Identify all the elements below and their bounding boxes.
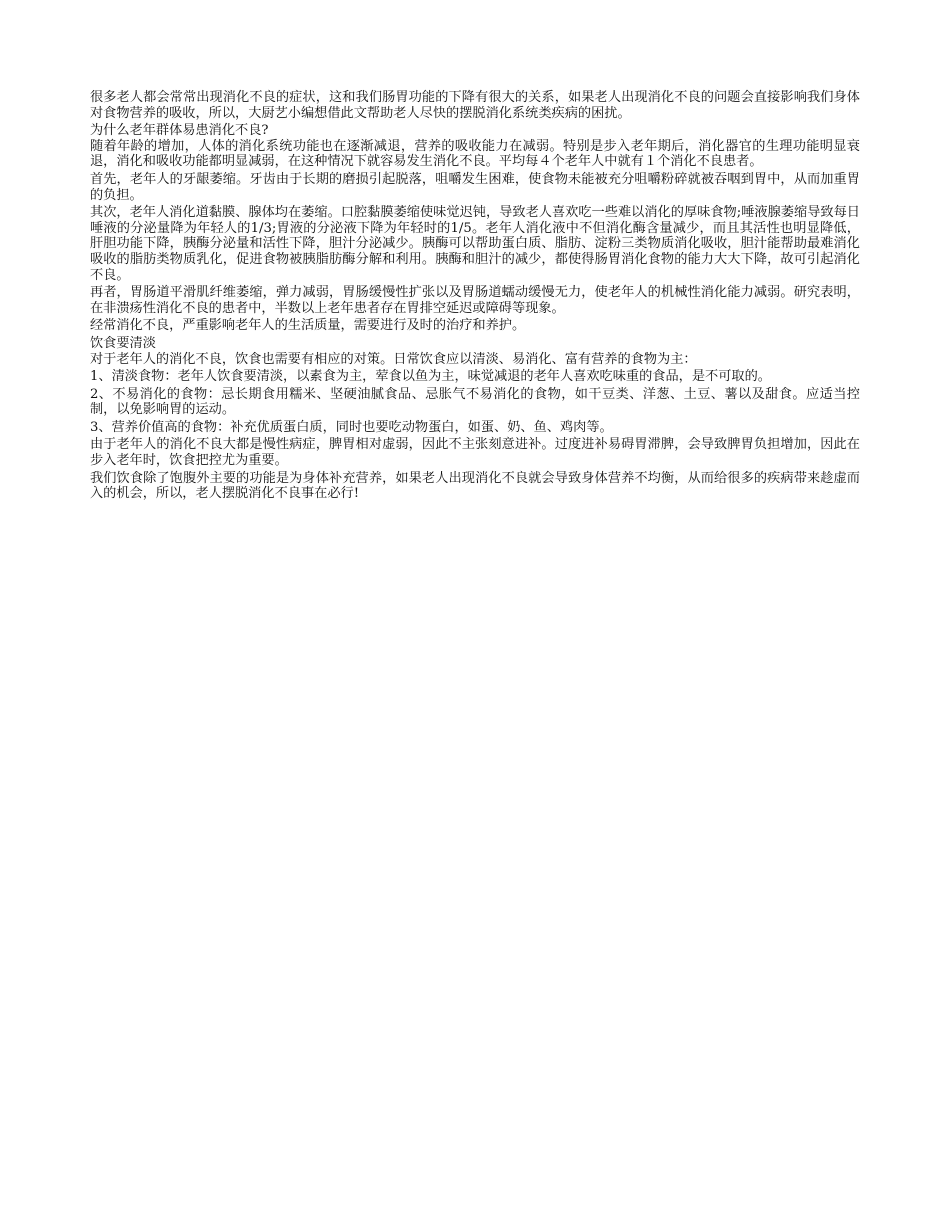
list-item-nutritious-food: 3、营养价值高的食物：补充优质蛋白质，同时也要吃动物蛋白，如蛋、奶、鱼、鸡肉等。 (90, 419, 613, 435)
conclusion-paragraph: 我们饮食除了饱腹外主要的功能是为身体补充营养，如果老人出现消化不良就会导致身体营养不均衡，从而给很多的疾病带来趁虚而入的机会，所以，老人摆脱消化不良事在必行! (90, 470, 860, 502)
list-item-light-food: 1、清淡食物：老年人饮食要清淡，以素食为主，荤食以鱼为主，味觉减退的老年人喜欢吃味重的食品，是不可取的。 (90, 369, 771, 385)
paragraph-mucosa: 其次，老年人消化道黏膜、腺体均在萎缩。口腔黏膜萎缩使味觉迟钝，导致老人喜欢吃一些难以消化的厚味食物;唾液腺萎缩导致每日唾液的分泌量降为年轻人的1/3;胃液的分泌液下降为年轻时的1/5。老年人消化液中不但消化酶含量减少，而且其活性也明显降低，肝胆功能下降，胰酶分泌量和活性下降，胆汁分泌减少。胰酶可以帮助蛋白质、脂肪、淀粉三类物质消化吸收，胆汁能帮助最难消化吸收的脂肪类物质乳化，促进食物被胰脂肪酶分解和利用。胰酶和胆汁的减少，都使得肠胃消化食物的能力大大下降，故可引起消化不良。 (90, 205, 860, 283)
list-item-hard-food: 2、不易消化的食物：忌长期食用糯米、坚硬油腻食品、忌胀气不易消化的食物，如干豆类、洋葱、土豆、薯以及甜食。应适当控制，以免影响胃的运动。 (90, 386, 860, 418)
paragraph-quality: 经常消化不良，严重影响老年人的生活质量，需要进行及时的治疗和养护。 (90, 318, 526, 334)
paragraph-aging: 随着年龄的增加，人体的消化系统功能也在逐渐减退，营养的吸收能力在减弱。特别是步入老年期后，消化器官的生理功能明显衰退，消化和吸收功能都明显减弱，在这种情况下就容易发生消化不良。平均每４个老年人中就有１个消化不良患者。 (90, 138, 860, 170)
paragraph-muscle: 再者，胃肠道平滑肌纤维萎缩，弹力减弱，胃肠缓慢性扩张以及胃肠道蠕动缓慢无力，使老年人的机械性消化能力减弱。研究表明，在非溃疡性消化不良的患者中，半数以上老年患者存在胃排空延迟或障碍等现象。 (90, 285, 860, 316)
section-heading-why: 为什么老年群体易患消化不良? (90, 123, 269, 139)
document-body (90, 90, 860, 504)
paragraph-no-tonic: 由于老年人的消化不良大都是慢性病症，脾胃相对虚弱，因此不主张刻意进补。过度进补易碍胃滞脾，会导致脾胃负担增加，因此在步入老年时，饮食把控尤为重要。 (90, 437, 860, 469)
paragraph-diet-intro: 对于老年人的消化不良，饮食也需要有相应的对策。日常饮食应以清淡、易消化、富有营养的食物为主： (90, 351, 697, 367)
section-heading-diet: 饮食要清淡 (90, 335, 156, 351)
intro-paragraph: 很多老人都会常常出现消化不良的症状，这和我们肠胃功能的下降有很大的关系，如果老人出现消化不良的问题会直接影响我们身体对食物营养的吸收，所以，大厨艺小编想借此文帮助老人尽快的摆脱消化系统类疾病的困扰。 (90, 90, 860, 121)
paragraph-teeth: 首先，老年人的牙龈萎缩。牙齿由于长期的磨损引起脱落，咀嚼发生困难，使食物未能被充分咀嚼粉碎就被吞咽到胃中，从而加重胃的负担。 (90, 171, 860, 203)
